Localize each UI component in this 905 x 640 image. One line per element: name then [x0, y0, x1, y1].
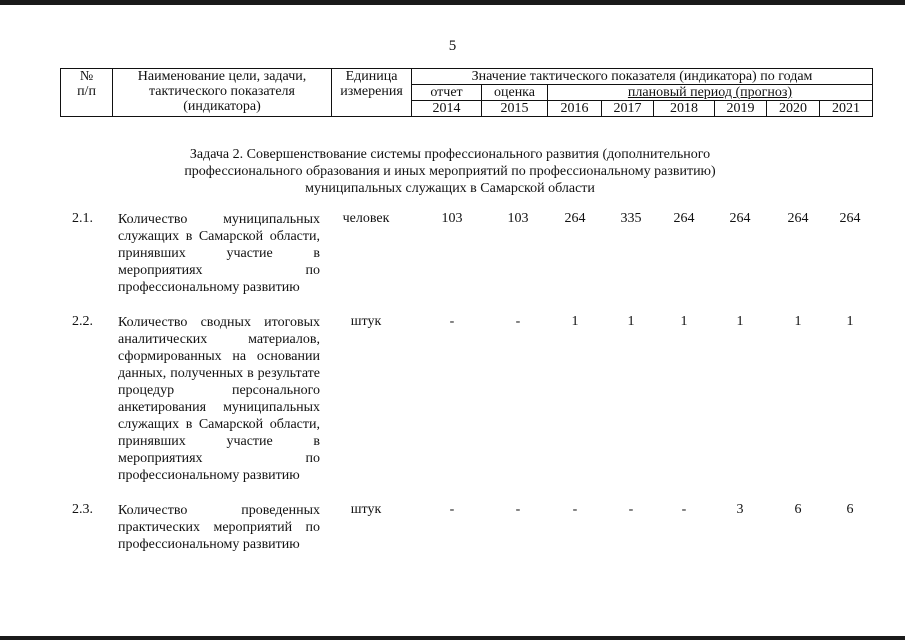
- value-cell: 1: [680, 314, 688, 329]
- value-cell: 1: [736, 314, 744, 329]
- unit-cell: штук: [350, 502, 382, 517]
- header-plan-period: плановый период (прогноз): [548, 85, 873, 101]
- header-year: 2019: [715, 101, 767, 117]
- header-year: 2018: [654, 101, 715, 117]
- value-cell: 264: [564, 211, 586, 226]
- header-col-number: № п/п: [61, 69, 113, 117]
- unit-cell: человек: [342, 211, 390, 226]
- value-cell: 1: [571, 314, 579, 329]
- page-number: 5: [448, 38, 457, 54]
- value-cell: 103: [507, 211, 529, 226]
- value-cell: 335: [620, 211, 642, 226]
- task-heading: Задача 2. Совершенствование системы профессионального развития (дополнительного профессионального образования и иных мероприятий по профессиональному развитию) муниципальных служащих в Самарской области: [184, 147, 716, 196]
- scan-border-bottom: [0, 636, 905, 640]
- value-cell: 103: [441, 211, 463, 226]
- value-cell: -: [515, 314, 521, 329]
- header-year: 2015: [482, 101, 548, 117]
- value-cell: 6: [846, 502, 854, 517]
- header-year: 2014: [412, 101, 482, 117]
- header-report: отчет: [412, 85, 482, 101]
- indicator-name: Количество муниципальных служащих в Самарской области, принявших участие в мероприятиях по профессиональному развитию: [118, 212, 320, 295]
- value-cell: -: [628, 502, 634, 517]
- header-year: 2017: [602, 101, 654, 117]
- value-cell: 264: [729, 211, 751, 226]
- indicator-name: Количество сводных итоговых аналитических материалов, сформированных на основании данных, полученных в результате процедур персонального анкетирования муниципальных служащих в Самарской области, принявших участие в мероприятиях по профессиональному развитию: [118, 315, 320, 483]
- header-year: 2021: [820, 101, 873, 117]
- header-year: 2020: [767, 101, 820, 117]
- row-number: 2.1.: [72, 211, 93, 226]
- value-cell: 1: [846, 314, 854, 329]
- header-col-unit: Единица измерения: [332, 69, 412, 117]
- value-cell: 264: [673, 211, 695, 226]
- value-cell: -: [449, 314, 455, 329]
- header-col-name: Наименование цели, задачи, тактического показателя (индикатора): [113, 69, 332, 117]
- indicator-name: Количество проведенных практических мероприятий по профессиональному развитию: [118, 503, 320, 552]
- unit-cell: штук: [350, 314, 382, 329]
- row-number: 2.2.: [72, 314, 93, 329]
- header-estimate: оценка: [482, 85, 548, 101]
- value-cell: -: [515, 502, 521, 517]
- header-year: 2016: [548, 101, 602, 117]
- value-cell: 6: [794, 502, 802, 517]
- value-cell: -: [681, 502, 687, 517]
- header-values-title: Значение тактического показателя (индикатора) по годам: [412, 69, 873, 85]
- value-cell: -: [449, 502, 455, 517]
- row-number: 2.3.: [72, 502, 93, 517]
- scan-border-top: [0, 0, 905, 5]
- value-cell: 264: [787, 211, 809, 226]
- value-cell: 3: [736, 502, 744, 517]
- value-cell: -: [572, 502, 578, 517]
- indicator-table-header: [60, 68, 873, 117]
- value-cell: 264: [839, 211, 861, 226]
- value-cell: 1: [794, 314, 802, 329]
- value-cell: 1: [627, 314, 635, 329]
